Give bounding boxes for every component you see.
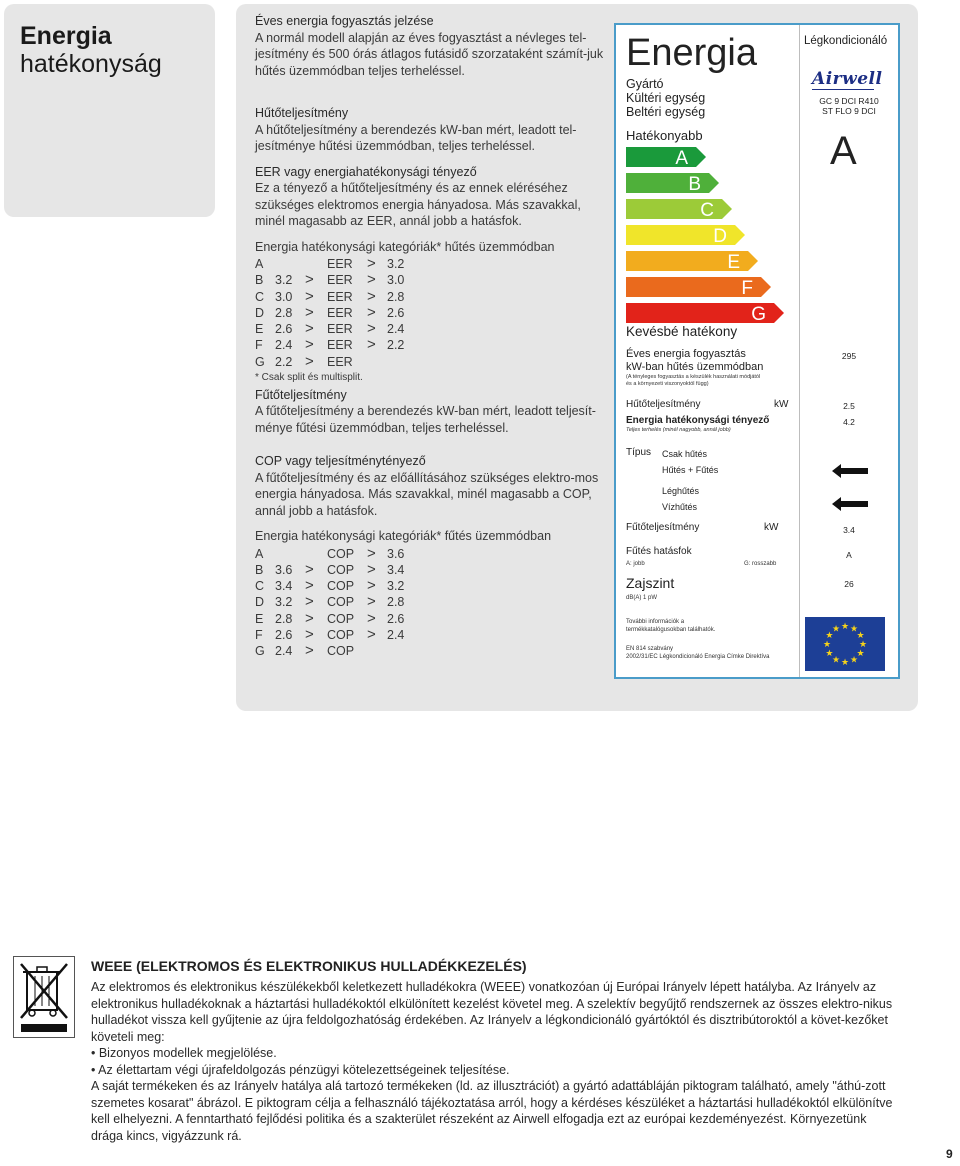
annual-consumption-sub: kW-ban hűtés üzemmódban [626, 361, 764, 373]
type-cool-only: Csak hűtés [662, 449, 708, 459]
cop-row: B 3.6 > COP > 3.4 [255, 560, 405, 578]
svg-text:★: ★ [849, 655, 859, 666]
svg-text:★: ★ [856, 631, 865, 641]
model-outdoor: GC 9 DCI R410 [819, 96, 879, 106]
heating-heading: Fűtőteljesítmény [255, 387, 347, 402]
svg-text:★: ★ [849, 624, 859, 635]
class-letter: F [255, 628, 263, 643]
efficiency-bar-letter: A [675, 148, 688, 169]
type-water-cooled: Vízhűtés [662, 502, 698, 512]
eer-label: Energia hatékonysági tényező [626, 415, 770, 426]
svg-text:★: ★ [831, 624, 841, 635]
class-letter: C [255, 289, 265, 304]
heating-body: A fűtőteljesítmény a berendezés kW-ban mért, leadott teljesít-ménye fűtési üzemmódban, teljes terheléssel. [255, 404, 596, 435]
class-letter: C [255, 579, 265, 594]
efficiency-bar-b [626, 173, 719, 195]
svg-text:★: ★ [840, 658, 850, 668]
svg-text:★: ★ [831, 655, 841, 666]
weee-paragraph-1: Az elektromos és elektronikus készülékekből keletkezett hulladékokra (WEEE) vonatkozóan új Európai Irányelv lépett hatályba. Az Irányelv az elektronikus hulladékoknak a háztartási hulladékoktól elkülönített kezelést követel meg. A szelektív begyűjtő rendszernek az összes elektro-nikus hulladékot vissza kell gyűjtenie az újra feldolgozhatóság érdekében. Az Irányelv a légkondicionáló gyártóktól és disztribútoroktól a követ-kezőket követeli meg: [91, 980, 893, 1044]
energy-label [614, 23, 900, 679]
eer-row: F 2.4 > EER > 2.2 [255, 336, 405, 354]
weee-paragraph-2: A saját termékeken és az Irányelv hatálya alá tartozó termékeken (ld. az illusztrációt) a gyártó adattábláján piktogram található, amely "áthú-zott szemetes kosarat" ábrázol. E piktogram célja a felhasználó tájékoztatása arról, hogy a kérdéses készüléket a háztartási hulladékoktól elkülönítve kell elhelyezni. A fenntartható fejlődési politika és a szakterület részeként az Airwell elfogadja ezt az európai kezdeményezést. Környezetünk drága kincs, vigyázzunk rá. [91, 1079, 893, 1143]
label-title: Energia [626, 32, 757, 74]
cooling-capacity-value: 2.5 [843, 401, 855, 411]
label-product-type: Légkondicionáló [804, 35, 888, 47]
weee-bullet-2: • Az élettartam végi újrafeldolgozás pénzügyi kötelezettségeinek teljesítése. [91, 1062, 510, 1077]
heating-efficiency-good: A: jobb [626, 561, 645, 567]
svg-text:★: ★ [858, 640, 868, 650]
heating-capacity-value: 3.4 [843, 525, 855, 535]
standard-2: 2002/31/EC Légkondicionáló Energia Címke Direktíva [626, 654, 770, 660]
cooling-capacity-label: Hűtőteljesítmény [626, 399, 701, 410]
efficiency-bar-letter: F [741, 278, 753, 299]
class-letter: A [255, 257, 264, 271]
standard-1: EN 814 szabvány [626, 646, 674, 652]
efficiency-bar-a [626, 147, 706, 169]
efficiency-bar-d [626, 225, 745, 247]
cooling-body: A hűtőteljesítmény a berendezés kW-ban mért, leadott tel-jesítménye hűtési üzemmódban, teljes terheléssel. [255, 122, 577, 153]
class-letter: A [255, 546, 264, 561]
efficiency-bar-letter: C [700, 200, 714, 221]
annual-note-2: és a környezeti viszonyoktól függ) [626, 381, 709, 387]
efficiency-scale [616, 143, 799, 333]
arrow-left-icon [832, 464, 868, 478]
label-manufacturer: Gyártó [626, 77, 664, 91]
svg-text:★: ★ [825, 631, 834, 641]
noise-label: Zajszint [626, 575, 675, 591]
label-indoor-unit: Beltéri egység [626, 105, 706, 119]
annual-heading: Éves energia fogyasztás jelzése [255, 14, 434, 28]
type-cool-heat: Hűtés + Fűtés [662, 465, 719, 475]
heating-efficiency-value: A [846, 550, 852, 560]
efficiency-bar-letter: B [688, 174, 701, 195]
cop-body: A fűtőteljesítmény és az előállításához szükséges elektro-mos energia hányadosa. Más szavakkal, minél magasabb a COP, annál jobb a hatásfok. [255, 470, 599, 518]
eer-row: B 3.2 > EER > 3.0 [255, 271, 405, 289]
class-letter: D [255, 305, 265, 320]
eer-note: Teljes terhelés (minél nagyobb, annál jobb) [626, 427, 731, 433]
page-number: 9 [946, 1147, 953, 1161]
eer-row: A EER > 3.2 [255, 255, 405, 272]
logo-underline [812, 89, 874, 90]
type-air-cooled: Léghűtés [662, 486, 700, 496]
noise-value: 26 [844, 579, 854, 589]
eer-table [255, 256, 605, 370]
more-info-1: További információk a [626, 619, 685, 625]
weee-bullet-1: • Bizonyos modellek megjelölése. [91, 1046, 277, 1060]
crossed-bin-icon [13, 956, 75, 1038]
side-title-line1: Energia [20, 22, 112, 50]
cooling-heading: Hűtőteljesítmény [255, 106, 349, 120]
type-label: Típus [626, 447, 652, 458]
class-letter: B [255, 273, 264, 288]
cop-row: G 2.4 > COP [255, 642, 355, 660]
svg-text:★: ★ [840, 622, 850, 632]
cop-row: F 2.6 > COP > 2.4 [255, 626, 405, 644]
svg-text:★: ★ [825, 649, 834, 659]
class-letter: D [255, 595, 265, 610]
noise-unit: dB(A) 1 pW [626, 595, 658, 601]
eer-body: Ez a tényező a hűtőteljesítmény és az ennek eléréséhez szükséges elektromos energia hányadosa. Más szavakkal, minél magasabb az EER, annál jobb a hatásfok. [255, 181, 581, 228]
more-info-2: termékkatalógusokban találhatók. [626, 627, 716, 633]
efficiency-bar-letter: D [713, 226, 727, 247]
annual-body: A normál modell alapján az éves fogyasztást a névleges tel-jesítmény és 500 órás átlagos futásidő szorzataként számít-juk hűtés üzemmódban teljes terheléssel. [255, 30, 604, 78]
efficiency-bar-c [626, 199, 732, 221]
heating-capacity-label: Fűtőteljesítmény [626, 522, 700, 533]
efficiency-bar-e [626, 251, 758, 273]
model-indoor: ST FLO 9 DCI [822, 106, 876, 116]
eer-footnote: * Csak split és multisplit. [255, 372, 363, 384]
weee-title: WEEE (ELEKTROMOS ÉS ELEKTRONIKUS HULLADÉKKEZELÉS) [91, 958, 527, 974]
cop-row: A COP > 3.6 [255, 544, 405, 562]
cop-row: E 2.8 > COP > 2.6 [255, 609, 405, 627]
label-divider [799, 25, 800, 677]
annual-consumption-value: 295 [841, 351, 857, 361]
label-outdoor-unit: Kültéri egység [626, 91, 706, 105]
eer-table-title: Energia hatékonysági kategóriák* hűtés üzemmódban [255, 239, 555, 254]
cop-row: D 3.2 > COP > 2.8 [255, 593, 405, 611]
eer-row: E 2.6 > EER > 2.4 [255, 320, 405, 338]
class-letter: E [255, 322, 264, 337]
less-efficient-label: Kevésbé hatékony [626, 324, 738, 339]
svg-text:★: ★ [856, 649, 865, 659]
side-title-line2: hatékonyság [20, 50, 162, 78]
annual-note-1: (A tényleges fogyasztás a készülék használati módjától [626, 374, 761, 380]
class-letter: F [255, 338, 263, 353]
class-letter: G [255, 644, 265, 659]
cop-table-title: Energia hatékonysági kategóriák* fűtés üzemmódban [255, 529, 552, 544]
cooling-unit: kW [774, 399, 789, 410]
class-letter: B [255, 562, 264, 577]
class-letter: G [255, 354, 265, 369]
efficiency-bar-letter: E [727, 252, 740, 273]
class-letter: E [255, 611, 264, 626]
cop-table [255, 546, 605, 660]
annual-consumption-label: Éves energia fogyasztás [626, 348, 746, 360]
eer-value: 4.2 [843, 417, 855, 427]
cop-row: C 3.4 > COP > 3.2 [255, 577, 405, 595]
heating-efficiency-bad: G: rosszabb [744, 561, 777, 567]
efficiency-bar-f [626, 277, 771, 299]
eer-row: G 2.2 > EER [255, 352, 353, 370]
cop-heading: COP vagy teljesítménytényező [255, 454, 426, 469]
text-column [255, 13, 605, 660]
heating-unit: kW [764, 522, 779, 533]
more-efficient-label: Hatékonyabb [626, 128, 703, 143]
side-title [20, 22, 162, 78]
efficiency-bar-g [626, 303, 784, 325]
eer-row: C 3.0 > EER > 2.8 [255, 287, 405, 305]
weee-body [91, 979, 899, 1144]
svg-text:★: ★ [822, 640, 832, 650]
eer-row: D 2.8 > EER > 2.6 [255, 303, 405, 321]
airwell-logo: Airwell [812, 69, 883, 89]
eer-heading: EER vagy energiahatékonysági tényező [255, 164, 477, 179]
efficiency-bar-letter: G [751, 304, 766, 325]
rated-class: A [830, 129, 857, 173]
heating-efficiency-label: Fűtés hatásfok [626, 546, 692, 557]
arrow-left-icon [832, 497, 868, 511]
eu-flag-icon [805, 617, 885, 671]
